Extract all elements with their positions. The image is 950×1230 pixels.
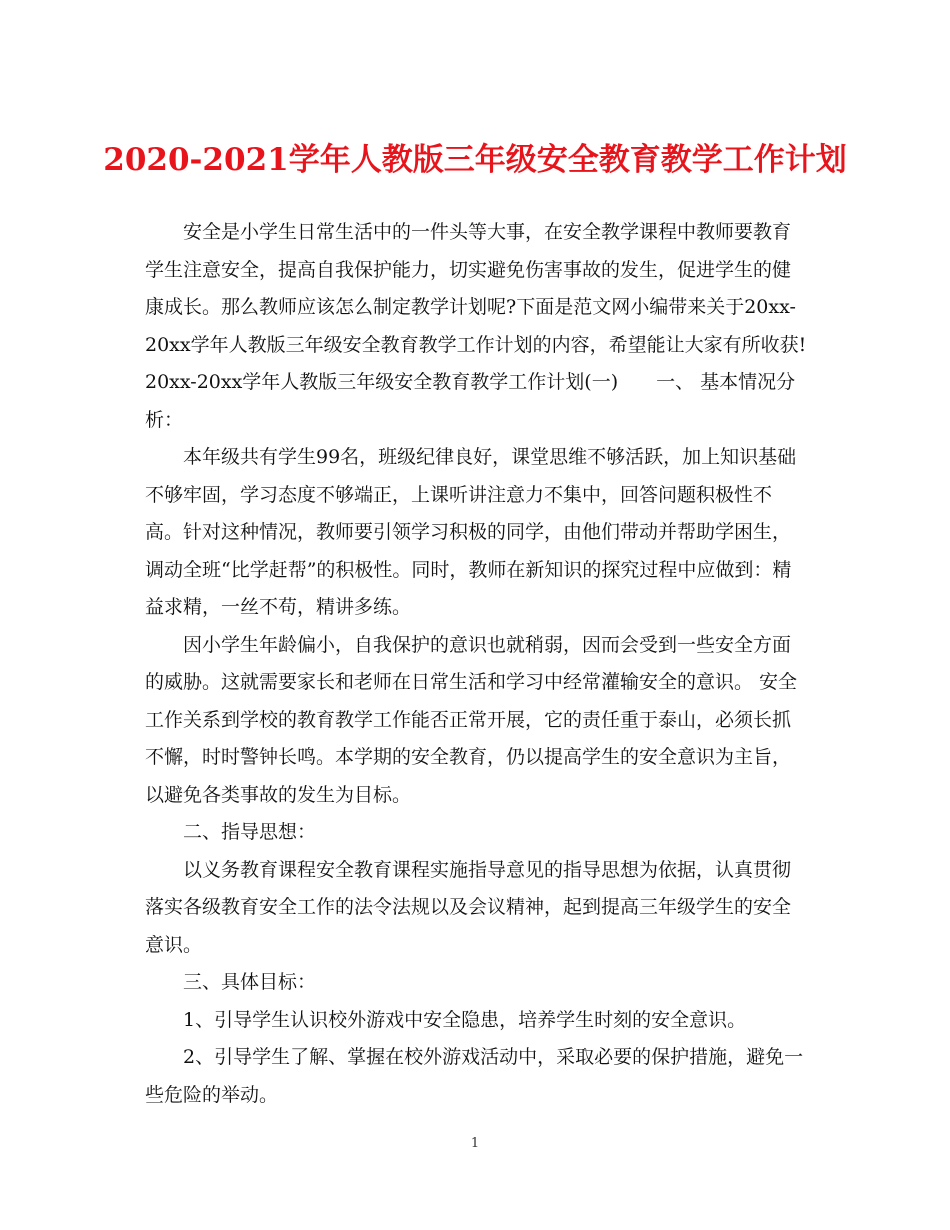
intro-paragraph: 安全是小学生日常生活中的一件头等大事，在安全教学课程中教师要教育学生注意安全，提高自我保护能力，切实避免伤害事故的发生，促进学生的健康成长。那么教师应该怎么制定教学计划呢?下面是范文网小编带来关于20xx-20xx学年人教版三年级安全教育教学工作计划的内容，希望能让大家有所收获! [145,221,807,356]
class-situation-paragraph: 本年级共有学生99名，班级纪律良好，课堂思维不够活跃，加上知识基础不够牢固，学习态度不够端正，上课听讲注意力不集中，回答问题积极性不高。针对这种情况，教师要引领学习积极的同学，由他们带动并帮助学困生，调动全班“比学赶帮”的积极性。同时，教师在新知识的探究过程中应做到：精益求精，一丝不苟，精讲多练。 [145,446,797,618]
goal-item-2: 2、引导学生了解、掌握在校外游戏活动中，采取必要的保护措施，避免一些危险的举动。 [145,1046,804,1106]
page-number: 1 [470,1136,480,1151]
plan-heading-paragraph: 20xx-20xx学年人教版三年级安全教育教学工作计划(一) 一、 基本情况分析： [145,371,796,431]
guiding-thought-paragraph: 以义务教育课程安全教育课程实施指导意见的指导思想为依据，认真贯彻落实各级教育安全工作的法令法规以及会议精神，起到提高三年级学生的安全意识。 [145,858,792,956]
section-heading-specific-goals: 三、具体目标： [183,971,317,993]
safety-awareness-paragraph: 因小学生年龄偏小，自我保护的意识也就稍弱，因而会受到一些安全方面的威胁。这就需要家长和老师在日常生活和学习中经常灌输安全的意识。 安全工作关系到学校的教育教学工作能否正常开展，它的责任重于泰山，必须长抓不懈，时时警钟长鸣。本学期的安全教育，仍以提高学生的安全意识为主旨，以避免各类事故的发生为目标。 [145,633,798,806]
goal-item-1: 1、引导学生认识校外游戏中安全隐患，培养学生时刻的安全意识。 [183,1008,747,1031]
document-body [145,214,807,1114]
document-title: 2020-2021学年人教版三年级安全教育教学工作计划 [103,142,847,178]
section-heading-guiding-thought: 二、指导思想： [183,821,317,843]
